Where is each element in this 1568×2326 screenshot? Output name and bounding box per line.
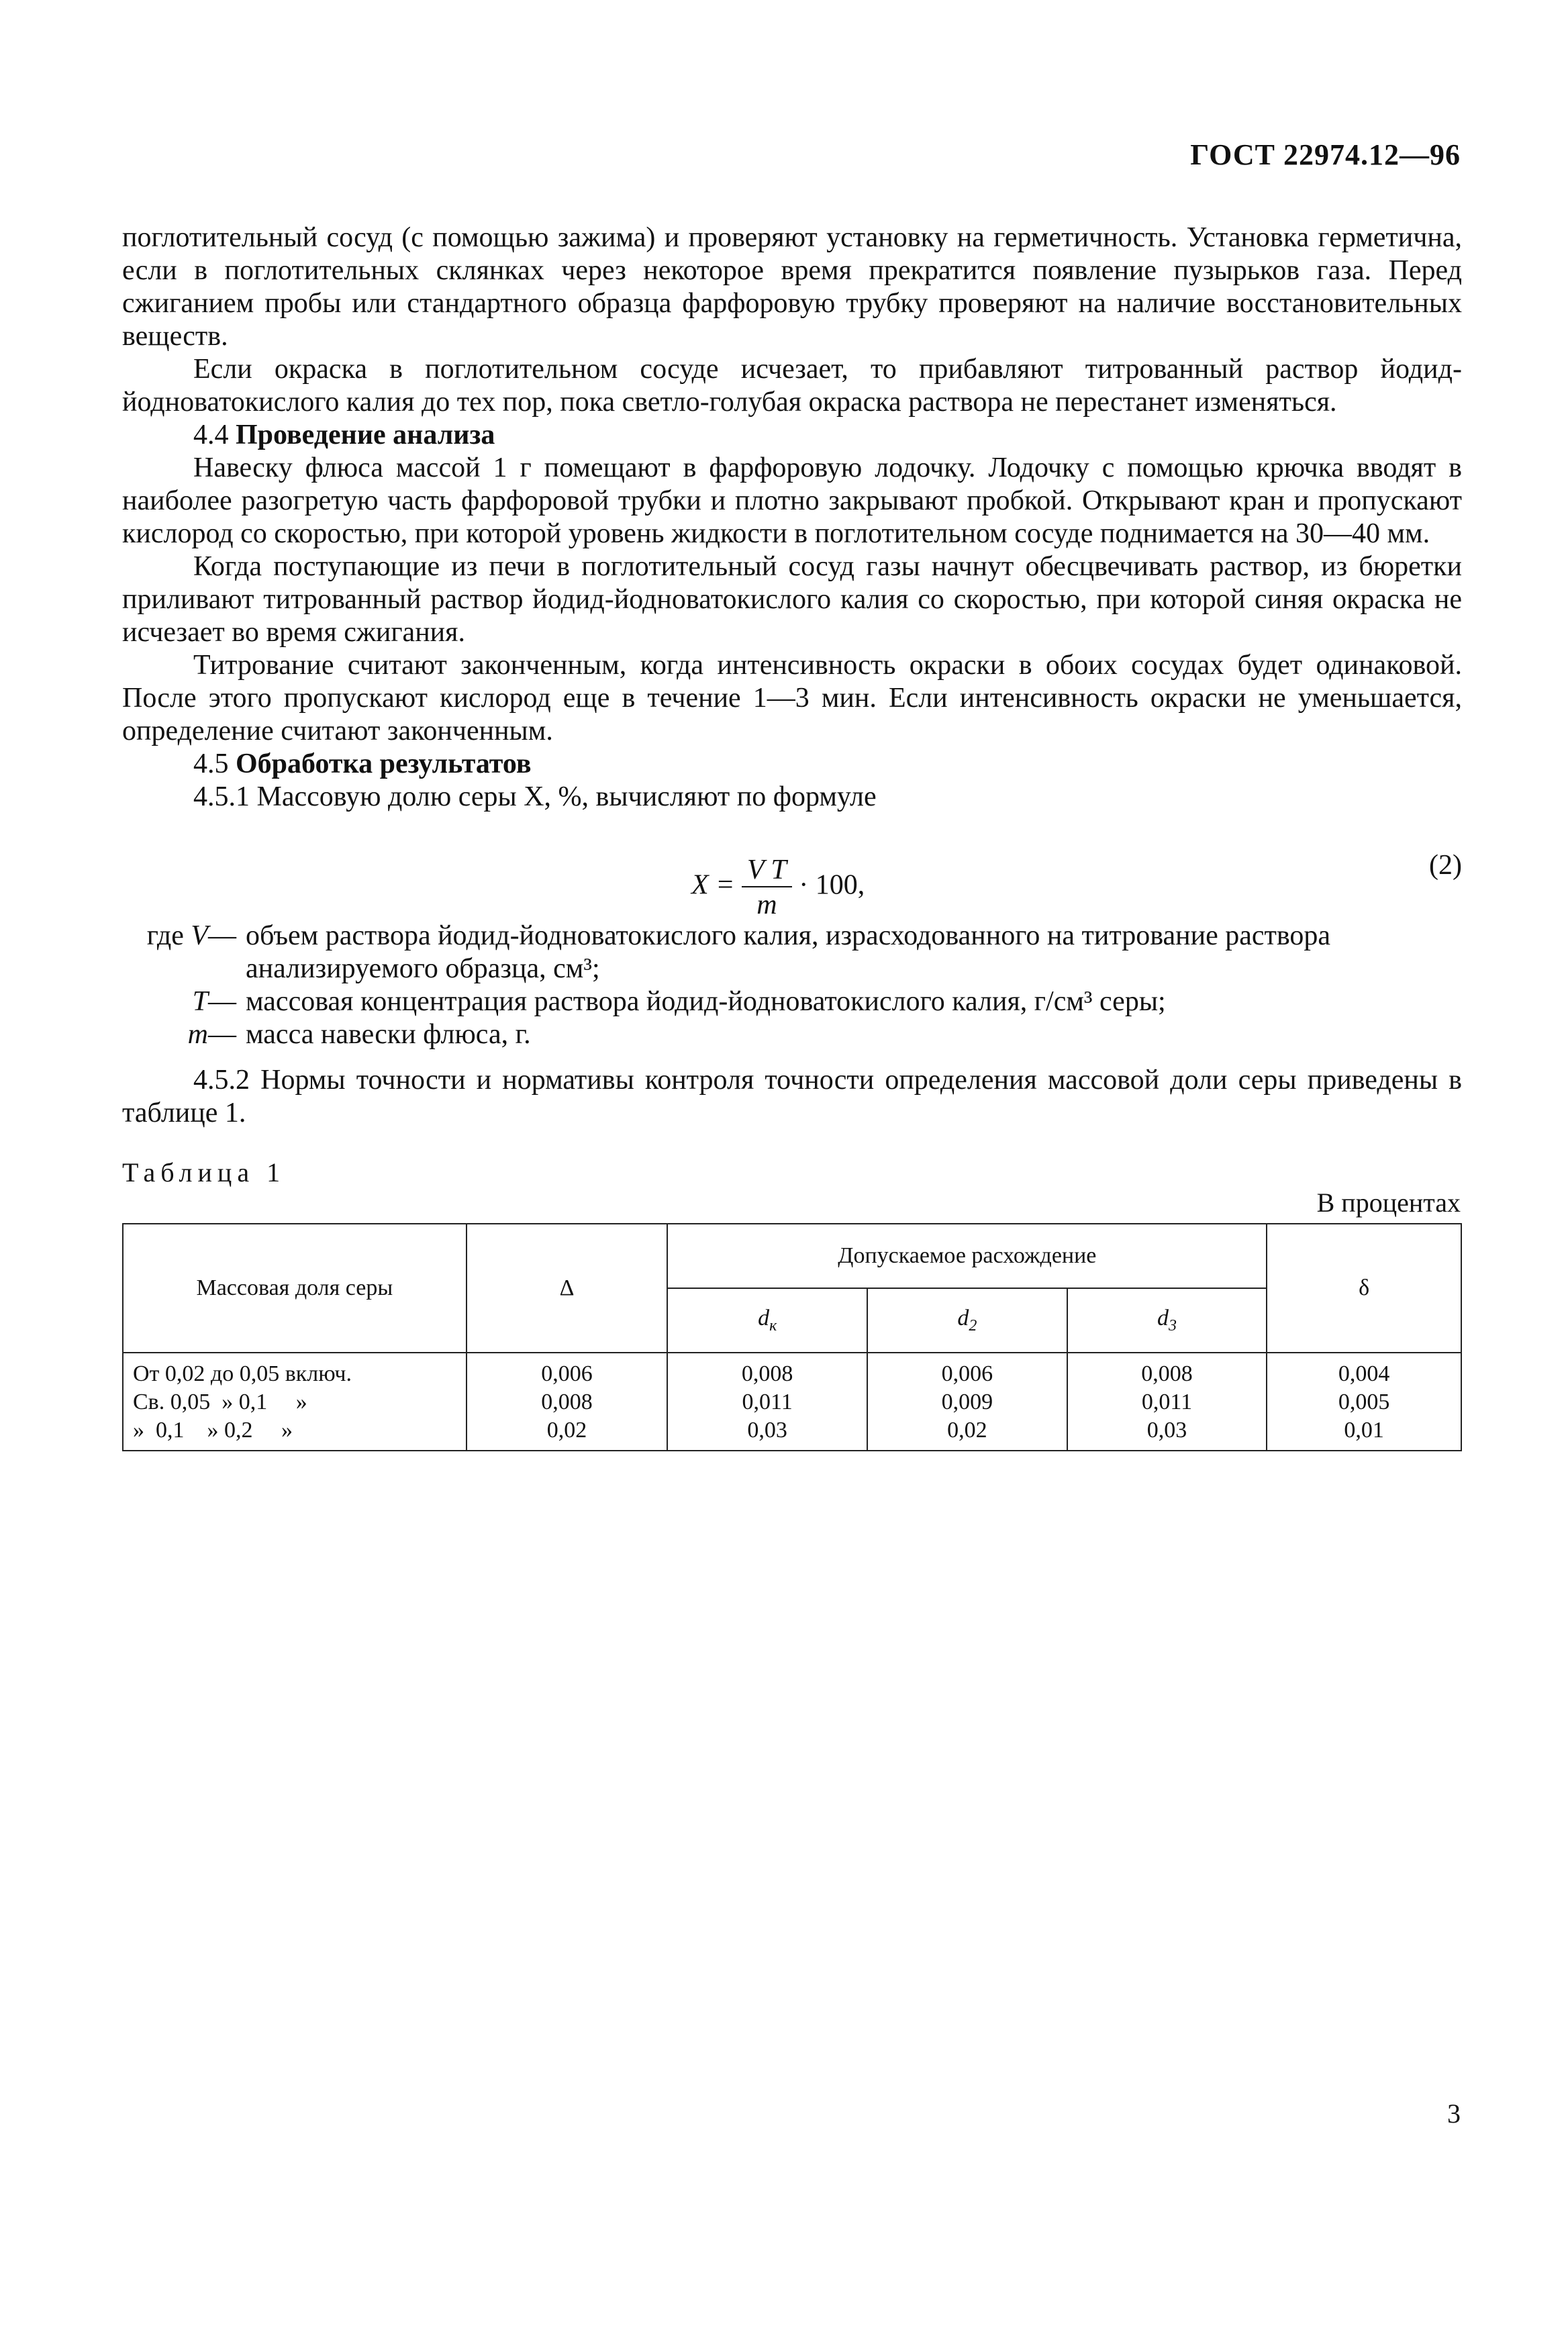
variable-symbol: m [187,1019,208,1050]
table-units: В процентах [1316,1188,1461,1218]
section-title: Проведение анализа [236,420,495,450]
section-number: 4.4 [193,420,229,450]
header-allowed-discrepancy: Допускаемое расхождение [667,1224,1267,1288]
definition-dash: — [208,1019,236,1050]
section-number: 4.5 [193,748,229,779]
definition-text: масса навески флюса, г. [246,1019,531,1050]
section-4-4-heading [122,419,1462,452]
definition-dash: — [208,986,236,1017]
definition-row [122,1018,1462,1051]
definition-text: объем раствора йодид-йодноватокислого калия, израсходованного на титрование раствора анализируемого образца, см³; [246,920,1331,984]
paragraph-sealing: поглотительный сосуд (с помощью зажима) и проверяют установку на герметичность. Установка герметична, если в поглотительных склянках через некоторое время прекратится появление пузырьков газа. Перед сжиганием пробы или стандартного образца фарфоровую трубку проверяют на наличие восстановительных веществ. [122,222,1462,352]
paragraph-titration-end: Титрование считают законченным, когда интенсивность окраски в обоих сосудах будет одинаковой. После этого пропускают кислород еще в течение 1—3 мин. Если интенсивность окраски не уменьшается, определение считают законченным. [122,650,1462,746]
accuracy-table [122,1223,1462,1451]
variable-definitions [122,920,1462,1051]
equation-number: (2) [1429,850,1462,881]
section-title: Обработка результатов [236,748,532,779]
variable-symbol: V [191,920,208,951]
definition-text: массовая концентрация раствора йодид-йодноватокислого калия, г/см³ серы; [246,986,1166,1017]
formula [691,854,865,921]
cell-d2-values: 0,006 0,009 0,02 [867,1353,1067,1451]
cell-small-delta-values: 0,004 0,005 0,01 [1267,1353,1461,1451]
paragraph-color-loss: Если окраска в поглотительном сосуде исчезает, то прибавляют титрованный раствор йодид-йодноватокислого калия до тех пор, пока светло-голубая окраска раствора не перестанет изменяться. [122,354,1462,418]
formula-fraction [742,854,792,921]
body-text-bottom [122,1064,1462,1130]
cell-d3-values: 0,008 0,011 0,03 [1067,1353,1267,1451]
paragraph-sample-loading: Навеску флюса массой 1 г помещают в фарфоровую лодочку. Лодочку с помощью крючка вводят в наиболее разогретую часть фарфоровой трубки и плотно закрывают пробкой. Открывают кран и пропускают кислород со скоростью, при которой уровень жидкости в поглотительном сосуде поднимается на 30—40 мм. [122,452,1462,549]
page-number: 3 [1447,2098,1461,2129]
header-small-delta: δ [1267,1224,1461,1353]
header-dk: $d_к$ [667,1288,867,1353]
header-delta: Δ [467,1224,668,1353]
header-d3: $d_3$ [1067,1288,1267,1353]
cell-delta-values: 0,006 0,008 0,02 [467,1353,668,1451]
table-body-row [123,1353,1461,1451]
definition-row [122,920,1462,985]
body-text-top [122,222,1462,814]
variable-symbol: T [192,986,208,1017]
paragraph-table-ref: 4.5.2 Нормы точности и нормативы контроля точности определения массовой доли серы приведены в таблице 1. [122,1065,1462,1128]
formula-rest: · 100, [799,869,865,901]
definition-dash: — [208,920,236,951]
formula-numerator: V T [742,854,792,887]
cell-dk-values: 0,008 0,011 0,03 [667,1353,867,1451]
where-prefix: где [146,920,184,951]
section-4-5-heading [122,748,1462,781]
table-caption: Таблица 1 [122,1157,286,1188]
formula-denominator: m [756,889,777,920]
header-d2: $d_2$ [867,1288,1067,1353]
definition-row [122,985,1462,1018]
paragraph-formula-intro: 4.5.1 Массовую долю серы X, %, вычисляют по формуле [193,781,877,812]
header-mass-fraction: Массовая доля серы [123,1224,467,1353]
formula-lhs: X = [691,869,735,901]
cell-mass-ranges: От 0,02 до 0,05 включ. Св. 0,05 » 0,1 » » 0,1 » 0,2 » [123,1353,467,1451]
standard-code: ГОСТ 22974.12—96 [1190,138,1461,171]
paragraph-titration-start: Когда поступающие из печи в поглотительный сосуд газы начнут обесцвечивать раствор, из бюретки приливают титрованный раствор йодид-йодноватокислого калия со скоростью, при которой синяя окраска не исчезает во время сжигания. [122,551,1462,648]
